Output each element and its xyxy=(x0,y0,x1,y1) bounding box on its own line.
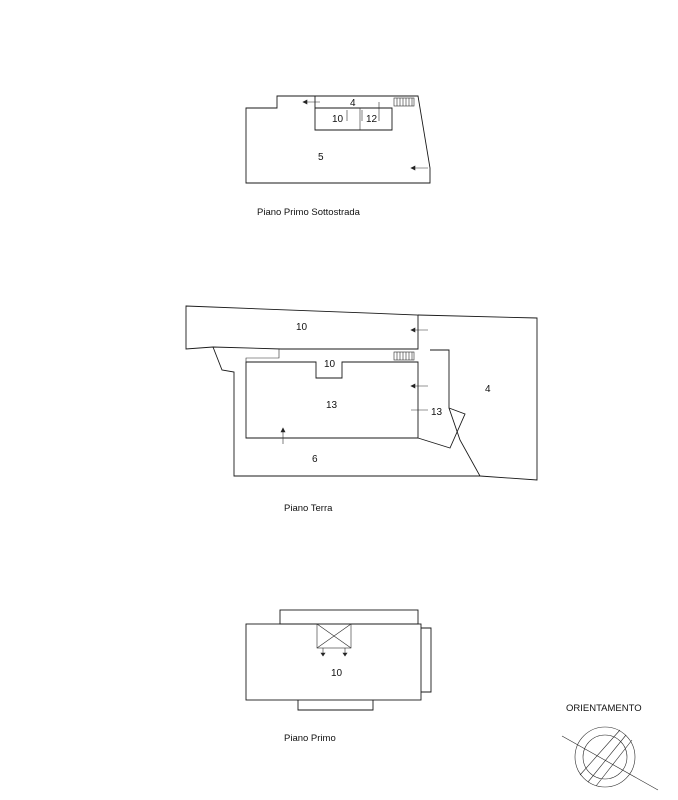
primo-bottom-band xyxy=(298,700,373,710)
terra-label-13-small: 13 xyxy=(431,407,443,418)
orientation xyxy=(562,703,658,790)
primo-caption: Piano Primo xyxy=(284,733,336,744)
primo-void-cross xyxy=(317,624,351,648)
terra-right-wing xyxy=(418,315,537,480)
primo-top-band xyxy=(280,610,418,624)
primo-right-band xyxy=(421,628,431,692)
sottostrada-label-4: 4 xyxy=(350,98,356,109)
floor-sottostrada xyxy=(246,96,430,218)
sottostrada-label-12: 12 xyxy=(366,114,378,125)
sottostrada-outline xyxy=(246,96,430,183)
terra-label-4: 4 xyxy=(485,384,491,395)
arrow-icon xyxy=(321,648,347,656)
compass-north-arrow-icon xyxy=(562,727,658,790)
sottostrada-label-10: 10 xyxy=(332,114,344,125)
sottostrada-label-5: 5 xyxy=(318,152,324,163)
terra-corridor xyxy=(246,349,279,362)
terra-caption: Piano Terra xyxy=(284,503,333,514)
sottostrada-caption: Piano Primo Sottostrada xyxy=(257,207,360,218)
terra-label-13: 13 xyxy=(326,400,338,411)
arrow-icon xyxy=(281,328,428,444)
stair-icon xyxy=(394,352,414,360)
orientation-title: ORIENTAMENTO xyxy=(566,703,642,714)
floor-terra xyxy=(186,306,537,514)
terra-label-6: 6 xyxy=(312,454,318,465)
terra-label-10-small: 10 xyxy=(324,359,336,370)
terra-label-10-top: 10 xyxy=(296,322,308,333)
floor-primo xyxy=(246,610,431,744)
primo-label-10: 10 xyxy=(331,668,343,679)
stair-icon xyxy=(394,98,414,106)
